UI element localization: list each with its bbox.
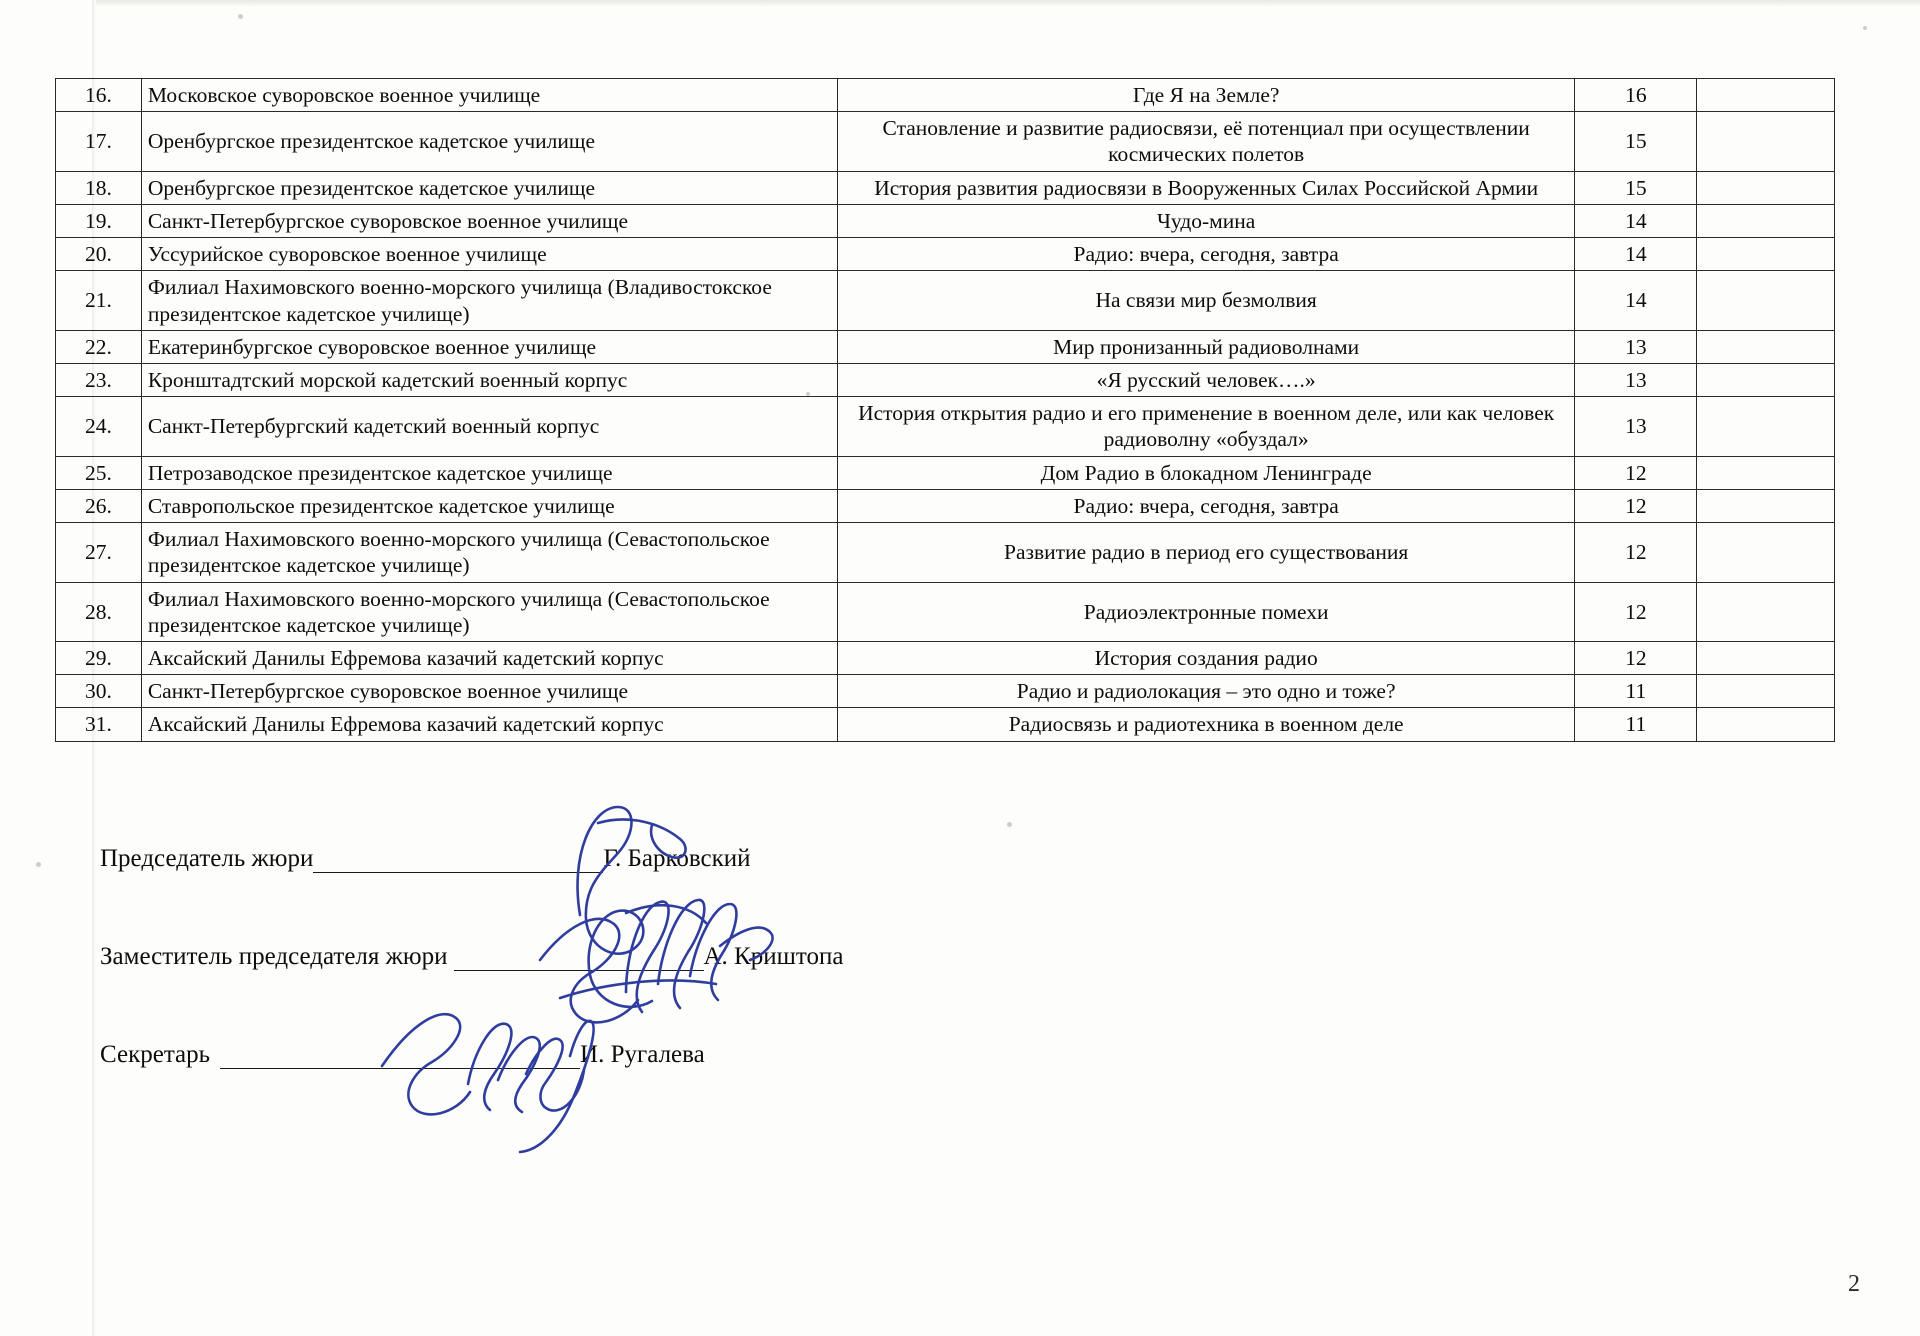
row-score: 11 [1575,708,1697,741]
table-row [56,456,1835,489]
signature-row-secretary [100,1041,1100,1139]
row-number: 21. [56,271,142,330]
signature-line [313,846,603,873]
row-score: 14 [1575,271,1697,330]
row-extra [1697,582,1835,641]
row-number: 23. [56,363,142,396]
results-table [55,78,1835,742]
row-extra [1697,204,1835,237]
signature-row-chairman [100,845,1100,943]
row-extra [1697,397,1835,456]
row-extra [1697,363,1835,396]
row-title: «Я русский человек….» [837,363,1574,396]
row-school: Оренбургское президентское кадетское училище [141,171,837,204]
row-extra [1697,112,1835,171]
table-row [56,171,1835,204]
results-table-container [55,78,1835,742]
row-extra [1697,489,1835,522]
signature-role-label: Заместитель председателя жюри [100,943,448,970]
row-number: 27. [56,523,142,582]
row-title: Радиоэлектронные помехи [837,582,1574,641]
row-score: 12 [1575,489,1697,522]
row-title: История развития радиосвязи в Вооруженных Силах Российской Армии [837,171,1574,204]
table-row [56,330,1835,363]
row-title: История создания радио [837,641,1574,674]
row-number: 26. [56,489,142,522]
row-number: 25. [56,456,142,489]
row-score: 13 [1575,363,1697,396]
row-number: 18. [56,171,142,204]
table-row [56,523,1835,582]
row-extra [1697,523,1835,582]
row-number: 16. [56,79,142,112]
table-row [56,204,1835,237]
table-row [56,238,1835,271]
row-extra [1697,238,1835,271]
results-table-body [56,79,1835,742]
row-score: 13 [1575,397,1697,456]
row-school: Екатеринбургское суворовское военное училище [141,330,837,363]
row-number: 20. [56,238,142,271]
row-score: 12 [1575,456,1697,489]
row-title: Развитие радио в период его существования [837,523,1574,582]
signature-row-deputy [100,943,1100,1041]
row-extra [1697,708,1835,741]
row-title: Радио: вчера, сегодня, завтра [837,489,1574,522]
row-number: 24. [56,397,142,456]
row-title: Мир пронизанный радиоволнами [837,330,1574,363]
row-score: 12 [1575,523,1697,582]
row-score: 15 [1575,112,1697,171]
scan-speck [1007,822,1012,827]
row-school: Санкт-Петербургское суворовское военное училище [141,675,837,708]
row-number: 31. [56,708,142,741]
row-extra [1697,456,1835,489]
row-extra [1697,171,1835,204]
row-school: Филиал Нахимовского военно-морского училища (Севастопольское президентское кадетское училище) [141,582,837,641]
row-score: 13 [1575,330,1697,363]
row-title: Радио и радиолокация – это одно и тоже? [837,675,1574,708]
row-school: Санкт-Петербургский кадетский военный корпус [141,397,837,456]
row-school: Уссурийское суворовское военное училище [141,238,837,271]
row-school: Филиал Нахимовского военно-морского училища (Севастопольское президентское кадетское училище) [141,523,837,582]
table-row [56,112,1835,171]
row-number: 28. [56,582,142,641]
signature-role-label: Секретарь [100,1041,211,1068]
table-row [56,489,1835,522]
row-title: Где Я на Земле? [837,79,1574,112]
scan-edge-top [95,0,1920,7]
signature-line [220,1042,580,1069]
row-title: Радио: вчера, сегодня, завтра [837,238,1574,271]
signature-name: Г. Барковский [603,845,751,872]
signature-block [100,845,1100,1139]
row-title: Радиосвязь и радиотехника в военном деле [837,708,1574,741]
row-extra [1697,675,1835,708]
row-number: 30. [56,675,142,708]
row-school: Оренбургское президентское кадетское училище [141,112,837,171]
row-extra [1697,271,1835,330]
row-school: Московское суворовское военное училище [141,79,837,112]
row-school: Ставропольское президентское кадетское училище [141,489,837,522]
row-title: Чудо-мина [837,204,1574,237]
row-score: 15 [1575,171,1697,204]
table-row [56,708,1835,741]
table-row [56,79,1835,112]
table-row [56,641,1835,674]
row-score: 16 [1575,79,1697,112]
signature-role-label: Председатель жюри [100,845,314,872]
table-row [56,363,1835,396]
page-number: 2 [1848,1271,1860,1297]
row-school: Кронштадтский морской кадетский военный корпус [141,363,837,396]
row-number: 19. [56,204,142,237]
row-number: 17. [56,112,142,171]
table-row [56,675,1835,708]
table-row [56,397,1835,456]
row-title: Дом Радио в блокадном Ленинграде [837,456,1574,489]
signature-name: И. Ругалева [580,1041,705,1068]
table-row [56,582,1835,641]
row-title: Становление и развитие радиосвязи, её потенциал при осуществлении космических полетов [837,112,1574,171]
signature-name: А. Криштопа [703,943,844,970]
row-score: 12 [1575,582,1697,641]
row-extra [1697,641,1835,674]
row-score: 14 [1575,238,1697,271]
row-number: 22. [56,330,142,363]
row-school: Петрозаводское президентское кадетское училище [141,456,837,489]
row-school: Аксайский Данилы Ефремова казачий кадетский корпус [141,708,837,741]
signature-line [454,944,704,971]
row-school: Аксайский Данилы Ефремова казачий кадетский корпус [141,641,837,674]
row-school: Филиал Нахимовского военно-морского училища (Владивостокское президентское кадетское училище) [141,271,837,330]
row-score: 14 [1575,204,1697,237]
scan-speck [36,862,41,867]
scan-speck [238,14,243,19]
row-title: История открытия радио и его применение в военном деле, или как человек радиоволну «обуздал» [837,397,1574,456]
row-score: 11 [1575,675,1697,708]
table-row [56,271,1835,330]
row-number: 29. [56,641,142,674]
row-extra [1697,330,1835,363]
row-school: Санкт-Петербургское суворовское военное училище [141,204,837,237]
scan-speck [1863,26,1867,30]
row-extra [1697,79,1835,112]
row-title: На связи мир безмолвия [837,271,1574,330]
row-score: 12 [1575,641,1697,674]
